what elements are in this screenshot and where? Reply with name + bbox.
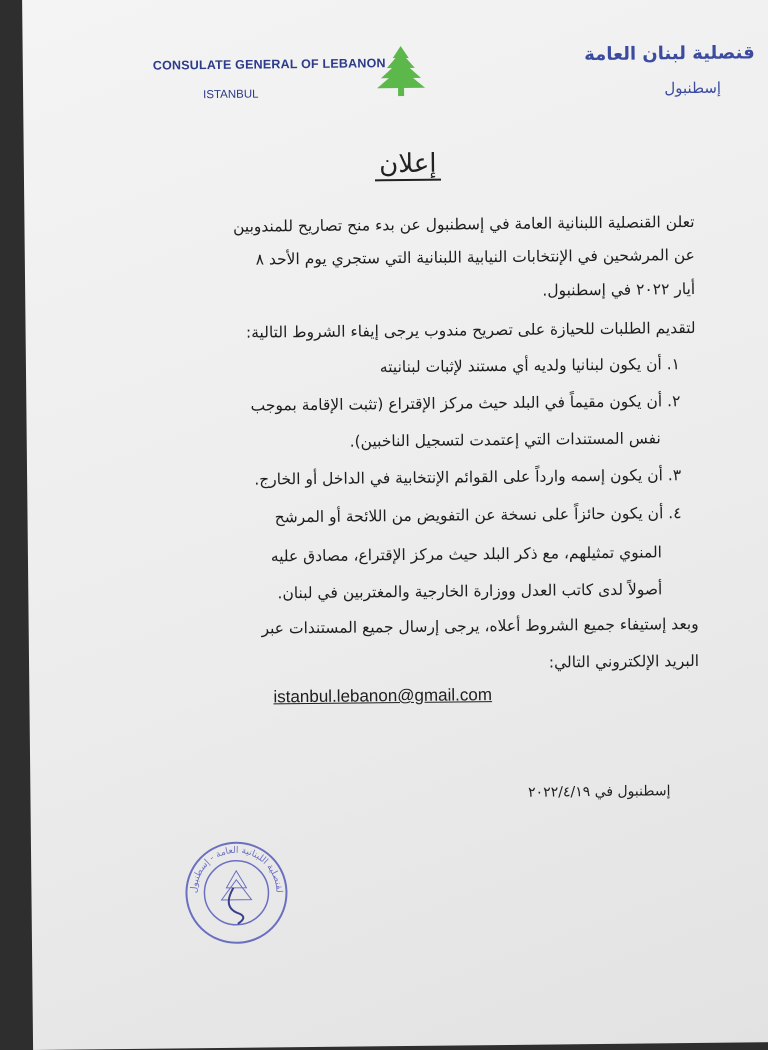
condition-3: ٣. أن يكون إسمه وارداً على القوائم الإنتخابية في الداخل أو الخارج. <box>254 466 682 489</box>
condition-2-cont: نفس المستندات التي إعتمدت لتسجيل الناخبين). <box>349 429 661 451</box>
body-line: أيار ٢٠٢٢ في إسطنبول. <box>542 279 696 300</box>
body-line: وبعد إستيفاء جميع الشروط أعلاه، يرجى إرسال جميع المستندات عبر <box>261 614 699 638</box>
condition-1: ١. أن يكون لبنانيا ولديه أي مستند لإثبات لبنانيته <box>379 355 681 377</box>
consulate-arabic-city: إسطنبول <box>664 78 722 98</box>
condition-4-cont: أصولاً لدى كاتب العدل ووزارة الخارجية والمغتربين في لبنان. <box>277 580 663 603</box>
condition-4: ٤. أن يكون حائزاً على نسخة عن التفويض من اللائحة أو المرشح <box>274 504 682 527</box>
body-line: تعلن القنصلية اللبنانية العامة في إسطنبول عن بدء منح تصاريح للمندوبين <box>232 212 695 236</box>
document-page <box>22 0 768 1050</box>
stamp-text: القنصلية اللبنانية العامة - إسطنبول <box>189 845 284 894</box>
consulate-stamp <box>181 837 292 948</box>
body-line: البريد الإلكتروني التالي: <box>548 651 700 672</box>
date-line: إسطنبول في ٢٠٢٢/٤/١٩ <box>528 783 671 801</box>
consulate-arabic-name: قنصلية لبنان العامة <box>584 42 755 66</box>
condition-4-cont: المنوي تمثيلهم، مع ذكر البلد حيث مركز الإقتراع، مصادق عليه <box>270 543 663 566</box>
condition-2: ٢. أن يكون مقيماً في البلد حيث مركز الإقتراع (تثبت الإقامة بموجب <box>250 392 681 415</box>
cedar-tree-icon <box>375 44 428 99</box>
body-line: عن المرشحين في الإنتخابات النيابية اللبنانية التي ستجري يوم الأحد ٨ <box>255 245 695 269</box>
email-link[interactable]: istanbul.lebanon@gmail.com <box>273 685 493 707</box>
announcement-title <box>24 145 768 183</box>
announcement-title-text: إعلان <box>375 149 441 182</box>
consulate-english-name: CONSULATE GENERAL OF LEBANON <box>152 56 386 73</box>
consulate-english-city: ISTANBUL <box>203 88 259 102</box>
body-line: لتقديم الطلبات للحيازة على تصريح مندوب يرجى إيفاء الشروط التالية: <box>245 318 696 342</box>
